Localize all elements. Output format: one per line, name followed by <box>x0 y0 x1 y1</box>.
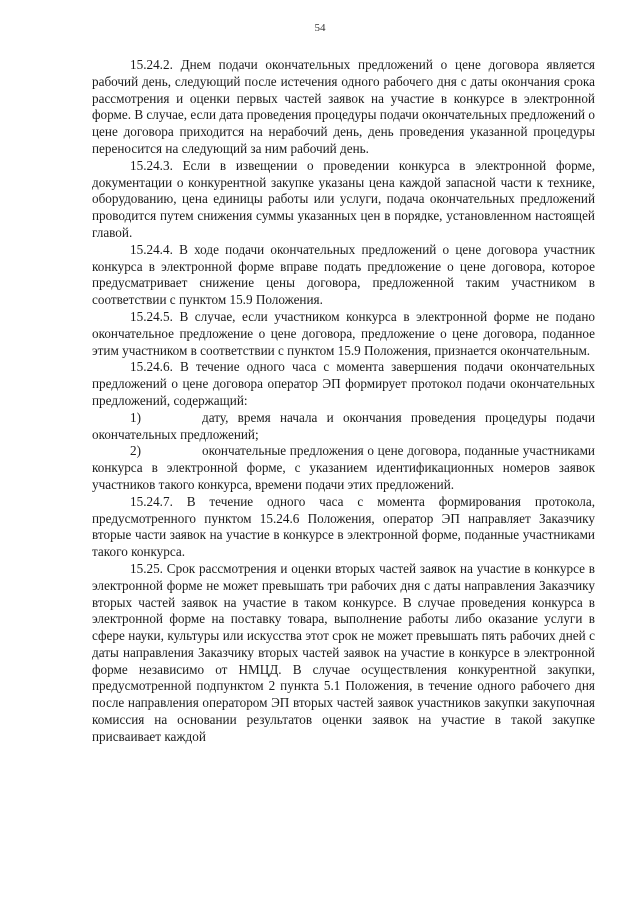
paragraph-15-24-3: 15.24.3. Если в извещении о проведении конкурса в электронной форме, документации о конкурентной закупке указаны цена каждой запасной части к технике, оборудованию, цена единицы работы или услуги, подача окончательных предложений проводится путем снижения суммы указанных цен в порядке, установленном настоящей главой. <box>92 157 595 240</box>
paragraph-15-24-2: 15.24.2. Днем подачи окончательных предложений о цене договора является рабочий день, следующий после истечения одного рабочего дня с даты окончания срока рассмотрения и оценки первых частей заявок на участие в конкурсе в электронной форме. В случае, если дата проведения процедуры подачи окончательных предложений о цене договора приходится на нерабочий день, день проведения указанной процедуры переносится на следующий за ним рабочий день. <box>92 57 595 156</box>
page-number: 54 <box>314 22 326 34</box>
list-item-number: 2) <box>130 443 141 459</box>
paragraph-15-25: 15.25. Срок рассмотрения и оценки вторых частей заявок на участие в конкурсе в электронной форме не может превышать три рабочих дня с даты направления Заказчику вторых частей заявок на участие в таком конкурсе. В случае проведения конкурса в электронной форме на поставку товара, выполнение работы либо оказание услуги в сфере науки, культуры или искусства этот срок не может превышать пять рабочих дней с даты направления Заказчику вторых частей заявок на участие в конкурсе в электронной форме независимо от НМЦД. В случае осуществления конкурентной закупки, предусмотренной подпунктом 2 пункта 5.1 Положения, в течение одного рабочего дня после направления оператором ЭП вторых частей заявок участников закупки закупочная комиссия на основании результатов оценки заявок на участие в такой закупке присваивает каждой <box>92 560 595 744</box>
paragraph-15-24-4: 15.24.4. В ходе подачи окончательных предложений о цене договора участник конкурса в электронной форме вправе подать предложение о цене договора, которое предусматривает снижение цены договора, предложенной таким участником в соответствии с пунктом 15.9 Положения. <box>92 241 595 308</box>
list-item-text: дату, время начала и окончания проведения процедуры подачи окончательных предложений; <box>92 409 595 442</box>
list-item-number: 1) <box>130 409 141 425</box>
paragraph-15-24-6: 15.24.6. В течение одного часа с момента завершения подачи окончательных предложений о цене договора оператор ЭП формирует протокол подачи окончательных предложений, содержащий: <box>92 359 595 408</box>
paragraph-15-24-5: 15.24.5. В случае, если участником конкурса в электронной форме не подано окончательное предложение о цене договора, предложение о цене договора, поданное этим участником в соответствии с пунктом 15.9 Положения, признается окончательным. <box>92 308 595 358</box>
document-body <box>92 57 595 746</box>
list-item-text: окончательные предложения о цене договора, поданные участниками конкурса в электронной форме, с указанием идентификационных номеров заявок участников такого конкурса, времени подачи этих предложений. <box>92 443 595 492</box>
list-item <box>92 443 595 493</box>
paragraph-15-24-7: 15.24.7. В течение одного часа с момента формирования протокола, предусмотренного пунктом 15.24.6 Положения, оператор ЭП направляет Заказчику вторые части заявок на участие в конкурсе в электронной форме, поданные участниками такого конкурса. <box>92 493 595 560</box>
list-item <box>92 410 595 444</box>
